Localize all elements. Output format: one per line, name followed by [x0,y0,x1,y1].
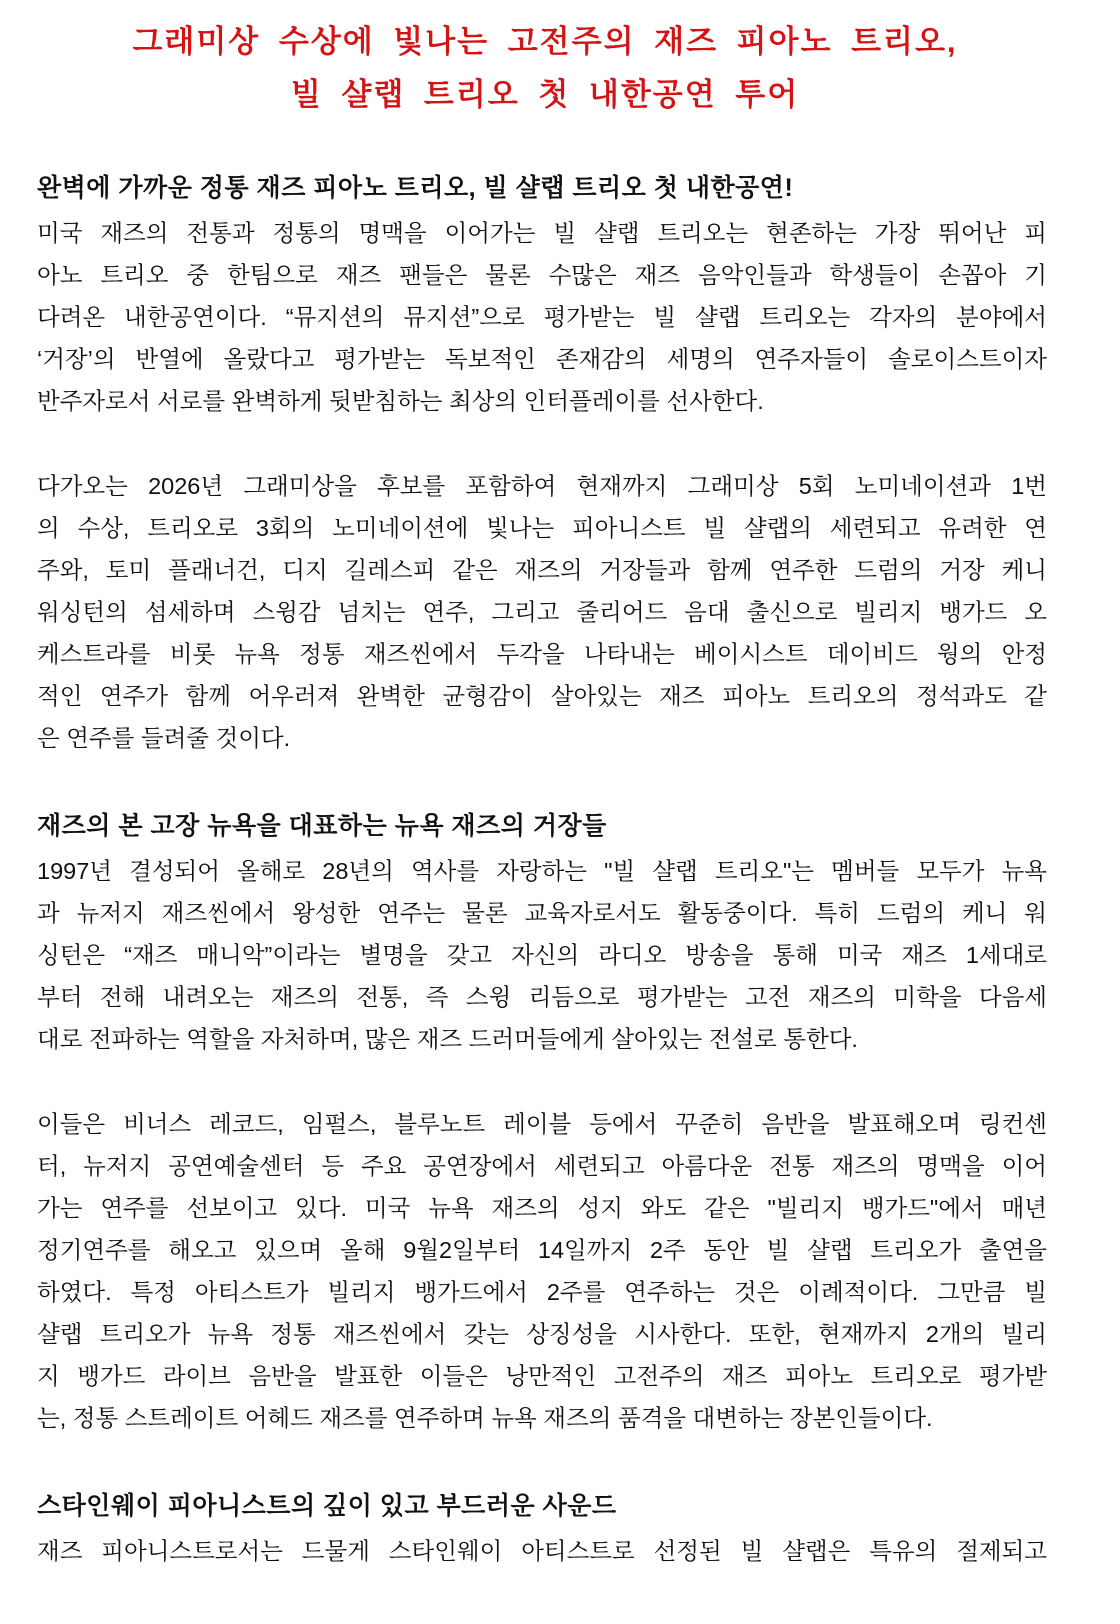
section-heading: 스타인웨이 피아니스트의 깊이 있고 부드러운 사운드 [37,1492,617,1520]
paragraph-line: 다가오는 2026년 그래미상을 후보를 포함하여 현재까지 그래미상 5회 노미네이션과 1번 [37,473,1047,499]
paragraph-line: 반주자로서 서로를 완벽하게 뒷받침하는 최상의 인터플레이를 선사한다. [37,388,764,414]
paragraph-line: 아노 트리오 중 한팀으로 재즈 팬들은 물론 수많은 재즈 음악인들과 학생들이 손꼽아 기 [37,262,1047,288]
paragraph [37,212,1047,422]
title-line-1: 그래미상 수상에 빛나는 고전주의 재즈 피아노 트리오, [132,24,958,59]
paragraph-line: 의 수상, 트리오로 3회의 노미네이션에 빛나는 피아니스트 빌 샬랩의 세련되고 유려한 연 [37,515,1047,541]
paragraph-line: 대로 전파하는 역할을 자처하며, 많은 재즈 드러머들에게 살아있는 전설로 통한다. [37,1026,858,1052]
paragraph [37,850,1047,1060]
paragraph [37,465,1047,759]
paragraph-line: 정기연주를 해오고 있으며 올해 9월2일부터 14일까지 2주 동안 빌 샬랩 트리오가 출연을 [37,1237,1047,1263]
paragraph-line: 케스트라를 비롯 뉴욕 정통 재즈씬에서 두각을 나타내는 베이시스트 데이비드 웡의 안정 [37,641,1047,667]
paragraph-line: 주와, 토미 플래너건, 디지 길레스피 같은 재즈의 거장들과 함께 연주한 드럼의 거장 케니 [37,557,1047,583]
paragraph-line: 적인 연주가 함께 어우러져 완벽한 균형감이 살아있는 재즈 피아노 트리오의 정석과도 같 [37,683,1047,709]
paragraph-line: 과 뉴저지 재즈씬에서 왕성한 연주는 물론 교육자로서도 활동중이다. 특히 드럼의 케니 워 [37,900,1047,926]
title-line-2: 빌 샬랩 트리오 첫 내한공연 투어 [290,77,800,112]
paragraph-line: 가는 연주를 선보이고 있다. 미국 뉴욕 재즈의 성지 와도 같은 "빌리지 뱅가드"에서 매년 [37,1195,1047,1221]
paragraph-line: 샬랩 트리오가 뉴욕 정통 재즈씬에서 갖는 상징성을 시사한다. 또한, 현재까지 2개의 빌리 [37,1321,1047,1347]
section-heading: 완벽에 가까운 정통 재즈 피아노 트리오, 빌 샬랩 트리오 첫 내한공연! [37,174,794,202]
paragraph-line: 하였다. 특정 아티스트가 빌리지 뱅가드에서 2주를 연주하는 것은 이례적이다. 그만큼 빌 [37,1279,1047,1305]
section-heading: 재즈의 본 고장 뉴욕을 대표하는 뉴욕 재즈의 거장들 [37,812,607,840]
paragraph-line: 재즈 피아니스트로서는 드물게 스타인웨이 아티스트로 선정된 빌 샬랩은 특유의 절제되고 [37,1538,1047,1564]
article-section [37,164,1047,759]
paragraph-line: ‘거장’의 반열에 올랐다고 평가받는 독보적인 존재감의 세명의 연주자들이 솔로이스트이자 [37,346,1047,372]
paragraph-line: 싱턴은 “재즈 매니악”이라는 별명을 갖고 자신의 라디오 방송을 통해 미국 재즈 1세대로 [37,942,1047,968]
paragraph-line: 다려온 내한공연이다. “뮤지션의 뮤지션”으로 평가받는 빌 샬랩 트리오는 각자의 분야에서 [37,304,1047,330]
paragraph-line: 부터 전해 내려오는 재즈의 전통, 즉 스윙 리듬으로 평가받는 고전 재즈의 미학을 다음세 [37,984,1047,1010]
article-section [37,759,1047,1439]
paragraph-line: 이들은 비너스 레코드, 임펄스, 블루노트 레이블 등에서 꾸준히 음반을 발표해오며 링컨센 [37,1111,1047,1137]
paragraph-line: 은 연주를 들려줄 것이다. [37,725,291,751]
paragraph [37,1530,1047,1572]
paragraph [37,1103,1047,1439]
article-body [37,164,1047,1572]
article-section [37,1439,1047,1572]
paragraph-line: 터, 뉴저지 공연예술센터 등 주요 공연장에서 세련되고 아름다운 전통 재즈의 명맥을 이어 [37,1153,1047,1179]
paragraph-line: 는, 정통 스트레이트 어헤드 재즈를 연주하며 뉴욕 재즈의 품격을 대변하는 장본인들이다. [37,1405,933,1431]
document-title [0,15,1090,121]
paragraph-line: 지 뱅가드 라이브 음반을 발표한 이들은 낭만적인 고전주의 재즈 피아노 트리오로 평가받 [37,1363,1047,1389]
paragraph-line: 미국 재즈의 전통과 정통의 명맥을 이어가는 빌 샬랩 트리오는 현존하는 가장 뛰어난 피 [37,220,1047,246]
paragraph-line: 1997년 결성되어 올해로 28년의 역사를 자랑하는 "빌 샬랩 트리오"는 멤버들 모두가 뉴욕 [37,858,1047,884]
paragraph-line: 워싱턴의 섬세하며 스윙감 넘치는 연주, 그리고 줄리어드 음대 출신으로 빌리지 뱅가드 오 [37,599,1047,625]
